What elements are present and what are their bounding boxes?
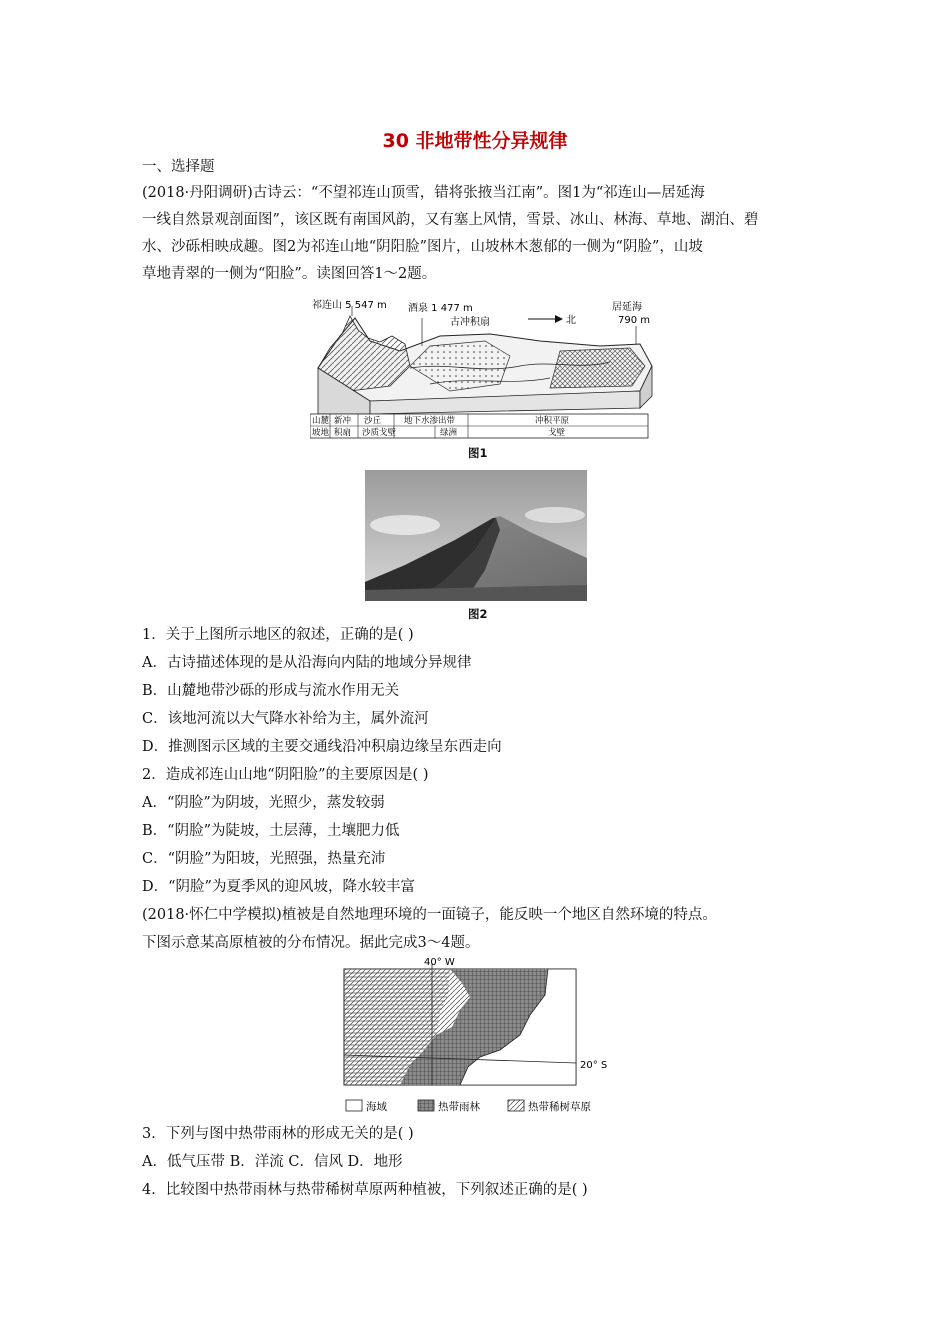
question-4-stem: 4．比较图中热带雨林与热带稀树草原两种植被，下列叙述正确的是( ) — [142, 1182, 588, 1198]
question-1-option: B．山麓地带沙砾的形成与流水作用无关 — [142, 683, 400, 699]
label-qilian: 祁连山 5 547 m — [312, 300, 387, 311]
figure-2-caption: 图2 — [468, 607, 488, 621]
question-3-stem: 3．下列与图中热带雨林的形成无关的是( ) — [142, 1126, 414, 1142]
intro-paragraph-line: 草地青翠的一侧为“阳脸”。读图回答1～2题。 — [142, 266, 437, 282]
label-jiuquan: 酒泉 1 477 m — [408, 303, 473, 314]
question-1-option: D．推测图示区域的主要交通线沿冲积扇边缘呈东西走向 — [142, 739, 502, 755]
table-cell: 沙质戈壁 — [362, 428, 397, 438]
intro-paragraph-line: (2018·丹阳调研)古诗云：“不望祁连山顶雪，错将张掖当江南”。图1为“祁连山—居延海 — [142, 185, 705, 201]
intro-paragraph-line: 水、沙砾相映成趣。图2为祁连山地“阴阳脸”图片，山坡林木葱郁的一侧为“阴脸”，山坡 — [142, 239, 703, 255]
question-1-stem: 1．关于上图所示地区的叙述，正确的是( ) — [142, 627, 414, 643]
table-cell: 山麓 — [312, 416, 330, 426]
page-title: 30 非地带性分异规律 — [382, 130, 568, 152]
table-cell: 坡地 — [312, 428, 330, 438]
question-1-option: C．该地河流以大气降水补给为主，属外流河 — [142, 711, 429, 727]
figure-1-landscape-profile — [310, 296, 660, 441]
figure-3-vegetation-map — [340, 955, 620, 1117]
question-2-option: C．“阴脸”为阳坡，光照强，热量充沛 — [142, 851, 386, 867]
figure-2-mountain-photo — [365, 470, 587, 601]
question-2-option: D．“阴脸”为夏季风的迎风坡，降水较丰富 — [142, 879, 415, 895]
table-cell: 新冲 — [334, 416, 352, 426]
figure-1-caption: 图1 — [468, 446, 488, 460]
question-2-option: B．“阴脸”为陡坡，土层薄，土壤肥力低 — [142, 823, 400, 839]
question-3-options: A．低气压带 B．洋流 C．信风 D．地形 — [142, 1154, 403, 1170]
question-2-stem: 2．造成祁连山山地“阴阳脸”的主要原因是( ) — [142, 767, 429, 783]
legend-sea: 海域 — [366, 1101, 387, 1113]
intro-2-paragraph-line: 下图示意某高原植被的分布情况。据此完成3～4题。 — [142, 935, 480, 951]
intro-paragraph-line: 一线自然景观剖面图”，该区既有南国风韵，又有塞上风情，雪景、冰山、林海、草地、湖泊、碧 — [142, 212, 759, 228]
intro-2-paragraph-line: (2018·怀仁中学模拟)植被是自然地理环境的一面镜子，能反映一个地区自然环境的特点。 — [142, 907, 717, 923]
table-cell: 冲积平原 — [535, 416, 570, 426]
question-2-option: A．“阴脸”为阴坡，光照少，蒸发较弱 — [142, 795, 385, 811]
question-1-option: A．古诗描述体现的是从沿海向内陆的地域分异规律 — [142, 655, 472, 671]
table-cell: 积扇 — [334, 428, 352, 438]
table-cell: 戈壁 — [548, 428, 566, 438]
latitude-label: 20° S — [580, 1060, 608, 1071]
label-gufan: 古冲积扇 — [450, 317, 490, 328]
legend-rainforest: 热带雨林 — [438, 1101, 480, 1113]
section-heading: 一、选择题 — [142, 159, 215, 175]
label-north: 北 — [566, 315, 576, 326]
label-juyan: 居延海 — [612, 302, 642, 313]
legend-savanna: 热带稀树草原 — [528, 1101, 591, 1113]
label-juyan-elev: 790 m — [618, 315, 651, 326]
table-cell: 地下水渗出带 — [404, 416, 456, 426]
longitude-label: 40° W — [424, 957, 455, 968]
table-cell: 绿洲 — [440, 428, 458, 438]
table-cell: 沙丘 — [364, 416, 382, 426]
